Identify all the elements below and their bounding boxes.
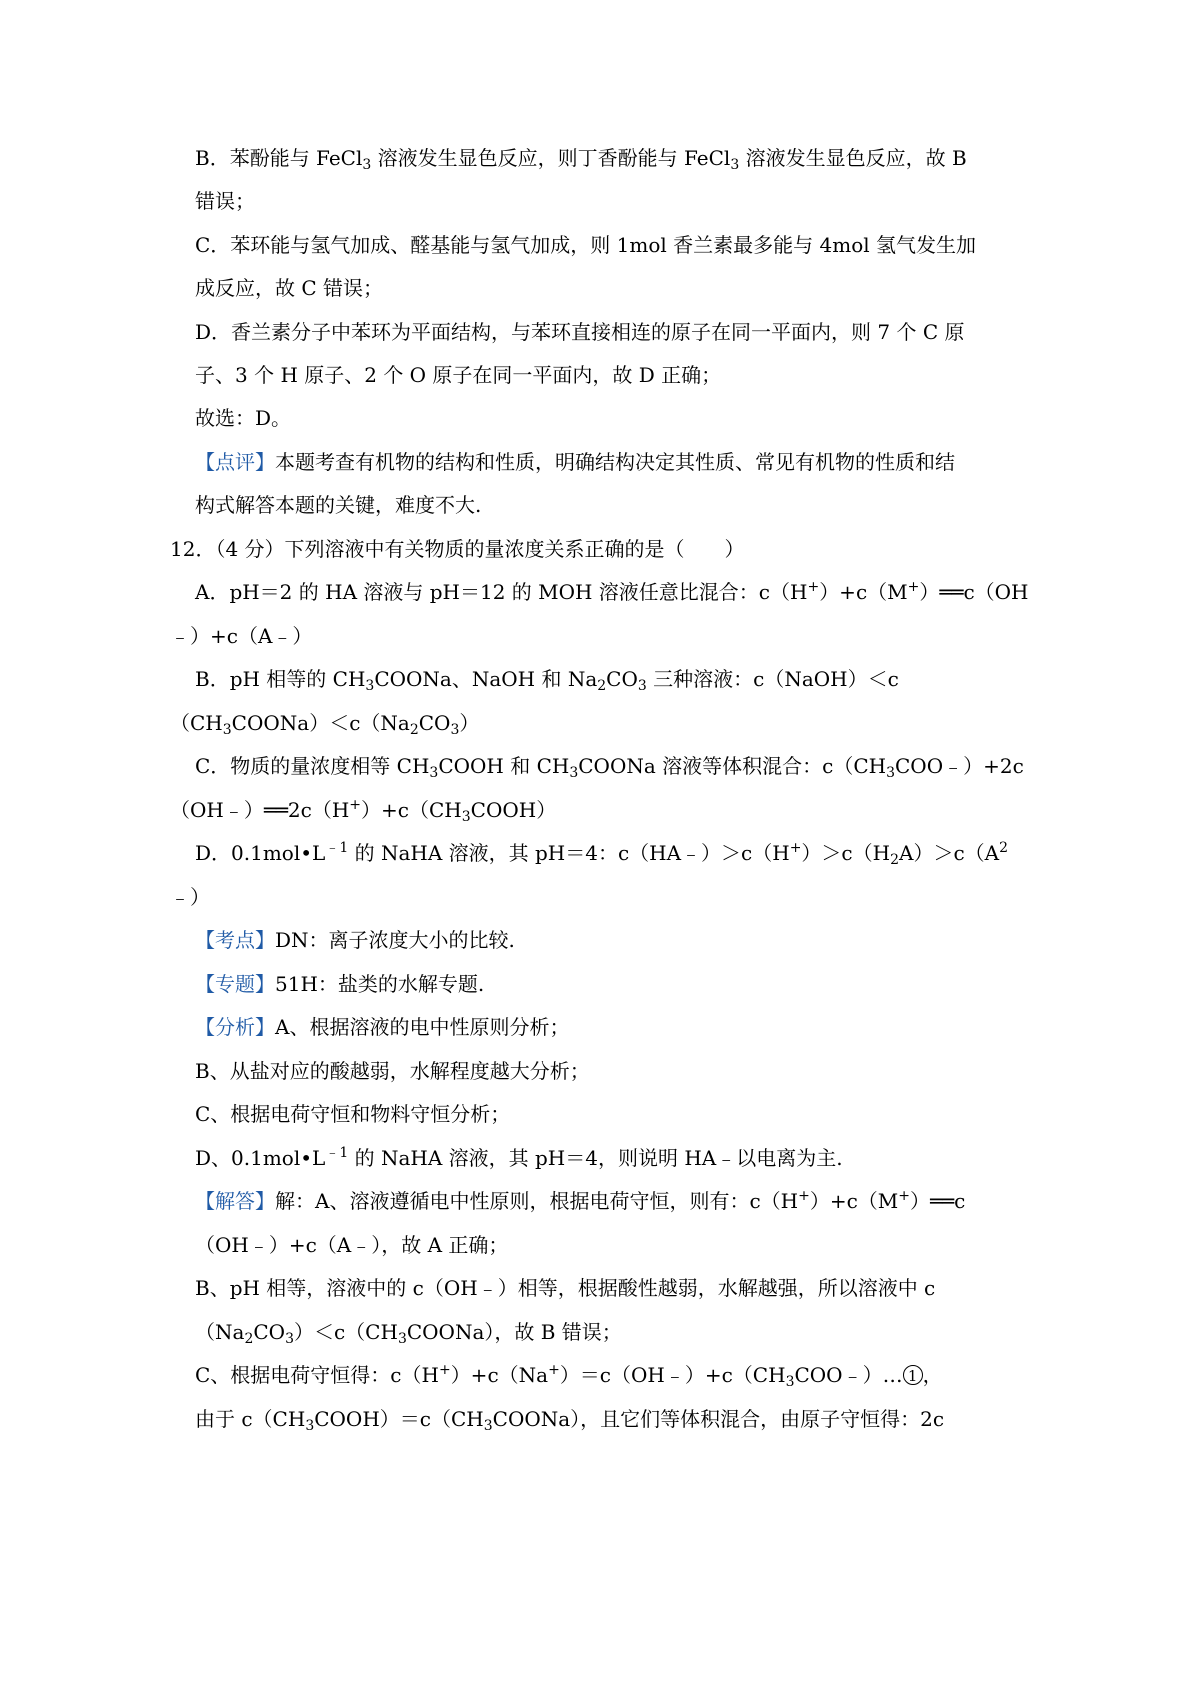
question-12-stem: 12．（4 分）下列溶液中有关物质的量浓度关系正确的是（ ） (170, 537, 745, 561)
solution-line-5: C、根据电荷守恒得：$c(H^+)+c(Na^+)=c(OH﹣)+c(CH_3COO﹣)\dots$ 1 ， (195, 1362, 943, 1390)
q12-option-c-line-2: $(OH﹣)══2c(H^+)+c(CH_3COOH)$ (170, 797, 557, 825)
solution-line-1: 【解答】解：A、溶液遵循电中性原则，根据电荷守恒，则有：c（H+）+c（M+）══c (195, 1188, 966, 1213)
option-c-line-1: C．苯环能与氢气加成、醛基能与氢气加成，则 1mol 香兰素最多能与 4mol 氢气发生加 (195, 233, 976, 257)
review-line-1: 【点评】本题考查有机物的结构和性质，明确结构决定其性质、常见有机物的性质和结 (195, 450, 955, 474)
option-b-line-2: 错误； (195, 189, 255, 213)
q12-option-c-line-1: C．物质的量浓度相等 $CH_3COOH$ 和 $CH_3COONa$ 溶液等体积混合：$c(CH_3COO﹣)+2c$ (195, 754, 1024, 781)
q12-option-a-line-1: A．pH＝2 的 HA 溶液与 pH＝12 的 MOH 溶液任意比混合：c（H+）+c（M+）══c（OH (195, 579, 1029, 604)
option-b-line-1: B．苯酚能与 FeCl$_3$ 溶液发生显色反应，则丁香酚能与 FeCl$_3$ 溶液发生显色反应，故 B (195, 146, 967, 173)
solution-line-2: （OH﹣）+c（A﹣），故 A 正确； (195, 1233, 509, 1257)
q12-option-a-line-2: ﹣）+c（A﹣） (170, 624, 313, 648)
key-point-line: 【考点】DN：离子浓度大小的比较. (195, 928, 515, 952)
option-c-line-2: 成反应，故 C 错误； (195, 276, 384, 300)
q12-option-b-line-2: $(CH_3COONa)<c(Na_2CO_3)$ (170, 711, 480, 738)
solution-line-3: B、pH 相等，溶液中的 c（OH﹣）相等，根据酸性越弱，水解越强，所以溶液中 c (195, 1276, 936, 1300)
answer-choice: 故选：D。 (195, 406, 292, 430)
review-line-2: 构式解答本题的关键，难度不大. (195, 493, 482, 517)
solution-line-6: 由于 $c(CH_3COOH)=c(CH_3COONa)$，且它们等体积混合，由原子守恒得：2c (195, 1407, 945, 1434)
q12-option-d-line-2: ﹣） (170, 885, 210, 909)
analysis-line-b: B、从盐对应的酸越弱，水解程度越大分析； (195, 1059, 590, 1083)
topic-tag: 【专题】 (195, 972, 275, 996)
option-d-line-2: 子、3 个 H 原子、2 个 O 原子在同一平面内，故 D 正确； (195, 363, 722, 387)
q12-option-d-line-1: D．$0.1mol•L^{﹣1}$ 的 NaHA 溶液，其 pH＝4：$c(HA﹣)>c(H^+)>c(H_2A)>c(A^2$ (195, 840, 1009, 868)
circled-number-1: 1 (903, 1365, 923, 1385)
analysis-line-c: C、根据电荷守恒和物料守恒分析； (195, 1102, 511, 1126)
key-point-tag: 【考点】 (195, 928, 275, 952)
solution-line-4: $(Na_2CO_3)<c(CH_3COONa)$，故 B 错误； (195, 1320, 622, 1347)
analysis-line-a: 【分析】A、根据溶液的电中性原则分析； (195, 1015, 570, 1039)
analysis-tag: 【分析】 (195, 1015, 275, 1039)
review-tag: 【点评】 (195, 450, 275, 474)
solution-tag: 【解答】 (195, 1189, 275, 1213)
q12-option-b-line-1: B．pH 相等的 $CH_3COONa$、NaOH 和 $Na_2CO_3$ 三种溶液：c（NaOH）＜c (195, 667, 899, 694)
option-d-line-1: D．香兰素分子中苯环为平面结构，与苯环直接相连的原子在同一平面内，则 7 个 C 原 (195, 320, 965, 344)
analysis-line-d: D、$0.1mol•L^{﹣1}$ 的 NaHA 溶液，其 pH＝4，则说明 HA﹣以电离为主. (195, 1145, 843, 1170)
topic-line: 【专题】51H：盐类的水解专题. (195, 972, 485, 996)
